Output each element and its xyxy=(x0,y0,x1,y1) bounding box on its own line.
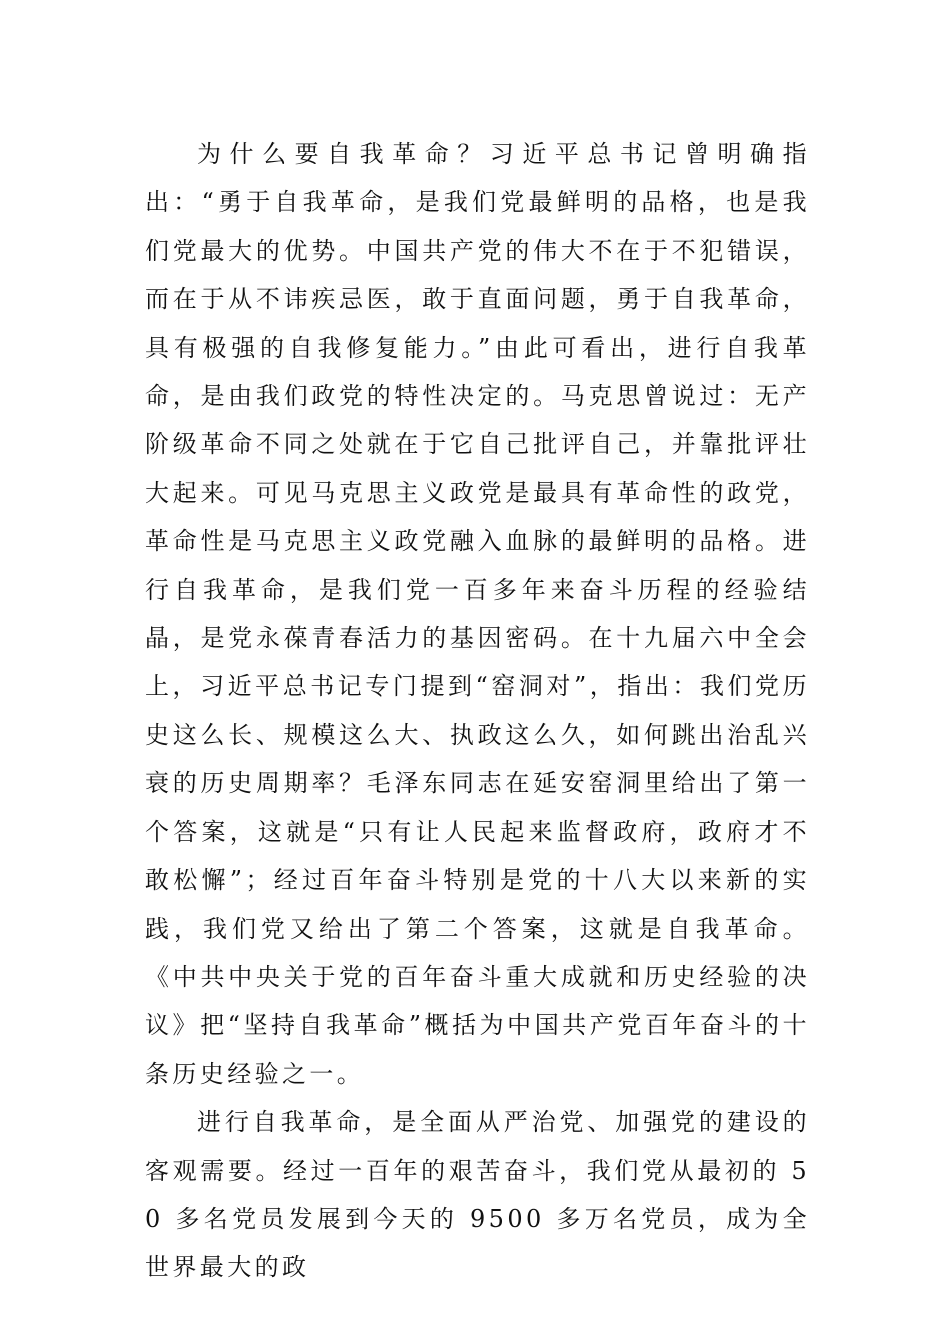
document-body xyxy=(145,130,810,1292)
paragraph-1: 为什么要自我革命？习近平总书记曾明确指出：“勇于自我革命，是我们党最鲜明的品格，也是我们党最大的优势。中国共产党的伟大不在于不犯错误，而在于从不讳疾忌医，敢于直面问题，勇于自我革命，具有极强的自我修复能力。”由此可看出，进行自我革命，是由我们政党的特性决定的。马克思曾说过：无产阶级革命不同之处就在于它自己批评自己，并靠批评壮大起来。可见马克思主义政党是最具有革命性的政党，革命性是马克思主义政党融入血脉的最鲜明的品格。进行自我革命，是我们党一百多年来奋斗历程的经验结晶，是党永葆青春活力的基因密码。在十九届六中全会上，习近平总书记专门提到“窑洞对”，指出：我们党历史这么长、规模这么大、执政这么久，如何跳出治乱兴衰的历史周期率？毛泽东同志在延安窑洞里给出了第一个答案，这就是“只有让人民起来监督政府，政府才不敢松懈”；经过百年奋斗特别是党的十八大以来新的实践，我们党又给出了第二个答案，这就是自我革命。《中共中央关于党的百年奋斗重大成就和历史经验的决议》把“坚持自我革命”概括为中国共产党百年奋斗的十条历史经验之一。 xyxy=(145,140,810,1088)
paragraph-2: 进行自我革命，是全面从严治党、加强党的建设的客观需要。经过一百年的艰苦奋斗，我们党从最初的 50 多名党员发展到今天的 9500 多万名党员，成为全世界最大的政 xyxy=(145,1108,810,1282)
